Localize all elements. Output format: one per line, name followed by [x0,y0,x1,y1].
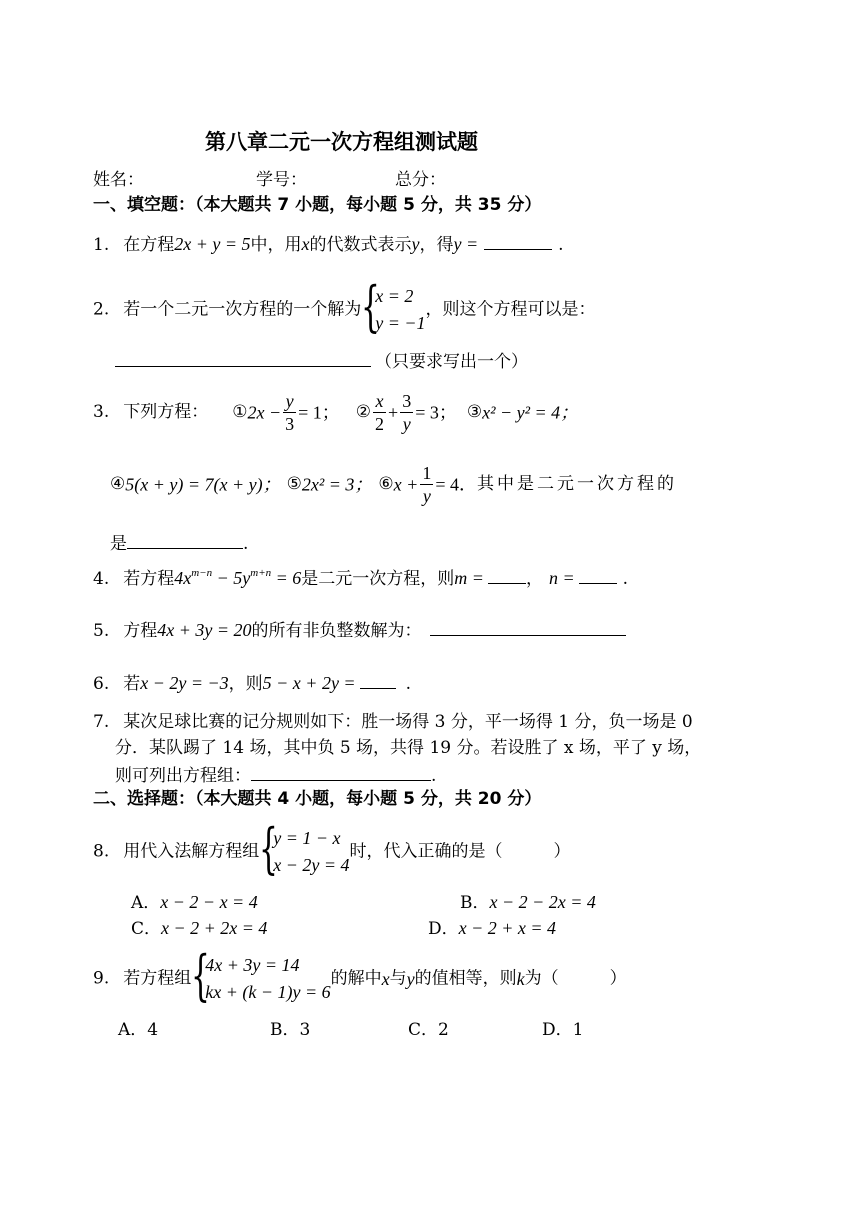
system-row: x = 2 [375,286,414,306]
variable: x [301,234,310,254]
period: . [558,235,564,255]
option-equation: x − 2 + x = 4 [458,918,557,938]
circled-number: ⑤ [286,474,302,494]
equation: = 1； [298,402,340,423]
equation: = 3； [415,402,457,423]
variable: y [411,234,420,254]
option-label: A． [118,1020,148,1040]
question-text: 时，代入正确的是（ ） [349,841,571,862]
question-9 [93,944,627,1007]
question-text: 为（ ） [524,968,627,989]
denominator: y [402,414,411,434]
fraction [420,462,433,507]
system-row: y = −1 [375,313,426,333]
question-text: 则可列出方程组： [115,766,251,786]
question-text: 的所有非负整数解为： [251,621,422,641]
option-label: C． [131,919,162,939]
question-text: 方程 [123,621,158,641]
question-2-answer-line [115,352,528,371]
answer-blank[interactable] [115,352,371,367]
section-heading-choice: 二、选择题：（本大题共 4 小题，每小题 5 分，共 20 分） [93,789,542,809]
circled-number: ③ [466,402,483,422]
question-text: 若方程组 [123,968,192,989]
option-a[interactable] [131,893,258,912]
answer-note: （只要求写出一个） [375,352,528,372]
question-text: 下列方程： [123,402,209,422]
brace-symbol: { [191,944,211,1007]
question-number: 1. [93,235,110,255]
question-7-line-3 [115,766,436,785]
question-number: 8. [93,841,110,862]
option-equation: x − 2 − x = 4 [160,892,258,912]
question-text: 若方程 [123,569,175,589]
answer-blank[interactable] [579,569,617,584]
question-text: 用代入法解方程组 [123,841,260,862]
circled-number: ② [355,402,372,422]
option-label: B． [270,1020,300,1040]
option-label: B． [460,893,490,913]
question-1 [93,235,564,254]
option-value: 2 [438,1020,449,1040]
denominator: 2 [375,414,385,434]
comma: ， [525,569,543,589]
question-text: 某次足球比赛的记分规则如下：胜一场得 3 分，平一场得 1 分，负一场是 0 [123,712,693,732]
period: . [431,766,437,786]
option-label: A． [131,893,161,913]
circled-number: ④ [110,474,126,494]
question-text: 在方程 [123,235,175,255]
answer-blank[interactable] [360,674,396,689]
question-number: 4. [93,569,110,589]
equation [174,568,301,588]
question-text: 的代数式表示 [309,235,412,255]
period: . [405,674,411,694]
answer-prefix: y = [453,234,479,254]
name-label: 姓名： [93,170,144,190]
question-number: 9. [93,968,110,989]
page-title: 第八章二元一次方程组测试题 [205,130,478,154]
question-7-line-1 [93,714,693,731]
equation: x − 2y = −3 [140,673,229,693]
answer-prefix: m = [454,568,484,588]
system-row: 4x + 3y = 14 [205,955,300,975]
brace-symbol: { [361,275,381,338]
circled-number: ① [232,402,248,422]
system-row: kx + (k − 1)y = 6 [205,982,331,1002]
question-text: 的解中 [330,968,382,989]
equation: = 4． [435,474,477,495]
system-row: y = 1 − x [273,828,341,848]
solution-system [361,275,426,338]
brace-symbol: { [259,817,279,880]
numerator: 1 [422,463,432,483]
term: − 5y [212,568,251,588]
answer-blank[interactable] [430,621,626,636]
question-number: 2. [93,299,110,320]
fraction [400,390,413,435]
total-score-label: 总分： [395,170,446,190]
option-d[interactable] [542,1022,583,1039]
question-number: 7. [93,712,110,732]
variable: y [406,969,415,989]
question-text: 其中是二元一次方程的 [476,474,677,494]
variable: x [381,969,390,989]
question-3 [93,390,578,435]
denominator: 3 [285,414,295,434]
equation: 4x + 3y = 20 [157,620,252,640]
option-label: D． [428,919,459,939]
question-text: 若一个二元一次方程的一个解为 [123,299,362,320]
option-value: 3 [299,1020,311,1040]
question-8 [93,817,571,880]
question-text: ，则这个方程可以是： [425,299,596,320]
operator: + [388,402,399,423]
student-info-line [93,172,446,189]
question-3-continued [110,462,677,507]
option-label: D． [542,1020,573,1040]
exponent: m+n [250,567,272,579]
equation: 5(x + y) = 7(x + y)； [125,474,281,495]
numerator: 3 [402,391,412,411]
option-label: C． [408,1020,439,1040]
equation: 5 − x + 2y = [262,673,356,693]
question-number: 5. [93,621,110,641]
equation: x + [393,474,419,495]
option-d[interactable] [428,919,556,938]
option-equation: x − 2 − 2x = 4 [489,892,596,912]
option-equation: x − 2 + 2x = 4 [161,918,268,938]
period: . [243,534,249,554]
equation-system [191,944,331,1007]
system-row: x − 2y = 4 [273,855,350,875]
option-c[interactable] [131,919,267,938]
question-7-line-2: 分．某队踢了 14 场，其中负 5 场，共得 19 分。若设胜了 x 场，平了 y 场， [115,738,702,758]
question-number: 6. [93,674,110,694]
option-b[interactable] [460,893,596,912]
answer-prefix: n = [548,568,575,588]
question-text: ，得 [419,235,454,255]
question-3-answer-line [110,534,248,553]
equation: 2x − [247,402,282,423]
option-value: 1 [572,1020,584,1040]
question-text: 与 [389,968,407,989]
option-b[interactable] [270,1022,310,1039]
numerator: y [285,391,294,411]
equation: x² − y² = 4； [482,402,579,423]
answer-blank[interactable] [251,766,431,781]
term: 4x [174,568,192,588]
question-text: 中，用 [250,235,302,255]
option-c[interactable] [408,1022,449,1039]
question-text: 的值相等，则 [414,968,517,989]
answer-blank[interactable] [484,235,552,250]
question-number: 3. [93,402,110,422]
term: = 6 [271,568,302,588]
fraction [373,390,386,435]
student-id-label: 学号： [256,170,307,190]
option-value: 4 [147,1020,159,1040]
question-text: 是 [110,534,127,554]
question-text: 是二元一次方程，则 [301,569,455,589]
question-2 [93,275,596,338]
exponent: m−n [191,567,213,579]
fraction [283,390,296,435]
answer-blank[interactable] [127,534,243,549]
question-5 [93,621,626,640]
question-text: ，则 [228,674,263,694]
variable: k [516,969,525,989]
circled-number: ⑥ [378,474,394,494]
section-heading-fill-in: 一、填空题：（本大题共 7 小题，每小题 5 分，共 35 分） [93,195,542,215]
period: . [622,569,628,589]
denominator: y [422,486,431,506]
answer-blank[interactable] [488,569,526,584]
question-4 [93,569,628,588]
question-6 [93,674,411,693]
question-text: 若 [123,674,141,694]
equation-system [259,817,350,880]
option-a[interactable] [118,1022,158,1039]
equation: 2x² = 3； [301,474,373,495]
numerator: x [375,391,384,411]
equation: 2x + y = 5 [174,234,251,254]
